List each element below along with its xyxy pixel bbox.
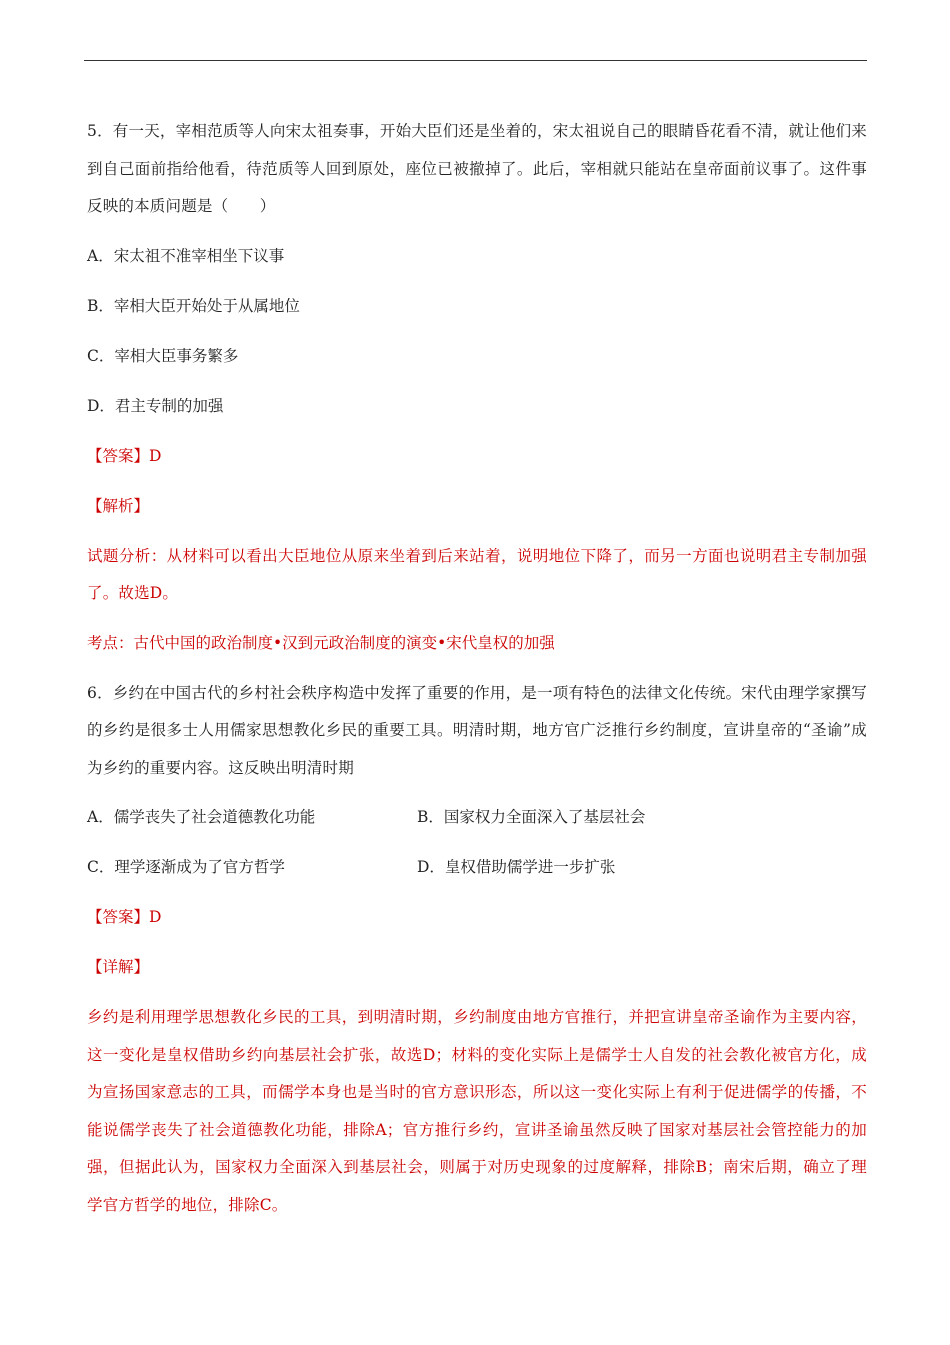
question-6-option-a: A．儒学丧失了社会道德教化功能 [87,808,316,826]
question-6-detail-label: 【详解】 [87,958,150,976]
question-6-detail-text: 乡约是利用理学思想教化乡民的工具，到明清时期，乡约制度由地方官推行，并把宣讲皇帝圣谕作为主要内容，这一变化是皇权借助乡约向基层社会扩张，故选D；材料的变化实际上是儒学士人自发的社会教化被官方化，成为宣扬国家意志的工具，而儒学本身也是当时的官方意识形态，所以这一变化实际上有利于促进儒学的传播，不能说儒学丧失了社会道德教化功能，排除A；官方推行乡约，宣讲圣谕虽然反映了国家对基层社会管控能力的加强，但据此认为，国家权力全面深入到基层社会，则属于对历史现象的过度解释，排除B；南宋后期，确立了理学官方哲学的地位，排除C。 [87,1008,867,1214]
question-5-answer: 【答案】D [87,446,162,465]
question-5-kaodian: 考点：古代中国的政治制度•汉到元政治制度的演变•宋代皇权的加强 [87,633,555,652]
question-5-analysis-label: 【解析】 [87,496,150,515]
question-6-answer: 【答案】D [87,908,162,926]
question-6-option-row-1 [87,799,867,849]
question-5-stem: 5．有一天，宰相范质等人向宋太祖奏事，开始大臣们还是坐着的，宋太祖说自己的眼睛昏花看不清，就让他们来到自己面前指给他看，待范质等人回到原处，座位已被撤掉了。此后，宰相就只能站在皇帝面前议事了。这件事反映的本质问题是（ ） [87,122,867,215]
question-5-option-c: C．宰相大臣事务繁多 [87,346,239,365]
question-5-option-d: D．君主专制的加强 [87,396,224,415]
question-6-option-row-2 [87,849,867,899]
question-5-option-a: A．宋太祖不准宰相坐下议事 [87,246,285,265]
question-6-option-b: B．国家权力全面深入了基层社会 [417,808,646,826]
page-content [87,113,867,1224]
question-6-option-c: C．理学逐渐成为了官方哲学 [87,858,285,876]
question-5-analysis-text: 试题分析：从材料可以看出大臣地位从原来坐着到后来站着，说明地位下降了，而另一方面也说明君主专制加强了。故选D。 [87,546,867,602]
header-rule [84,60,867,61]
question-6-option-d: D．皇权借助儒学进一步扩张 [417,858,616,876]
question-6-stem: 6．乡约在中国古代的乡村社会秩序构造中发挥了重要的作用，是一项有特色的法律文化传统。宋代由理学家撰写的乡约是很多士人用儒家思想教化乡民的重要工具。明清时期，地方官广泛推行乡约制度，宣讲皇帝的“圣谕”成为乡约的重要内容。这反映出明清时期 [87,683,867,777]
question-5-option-b: B．宰相大臣开始处于从属地位 [87,296,300,315]
